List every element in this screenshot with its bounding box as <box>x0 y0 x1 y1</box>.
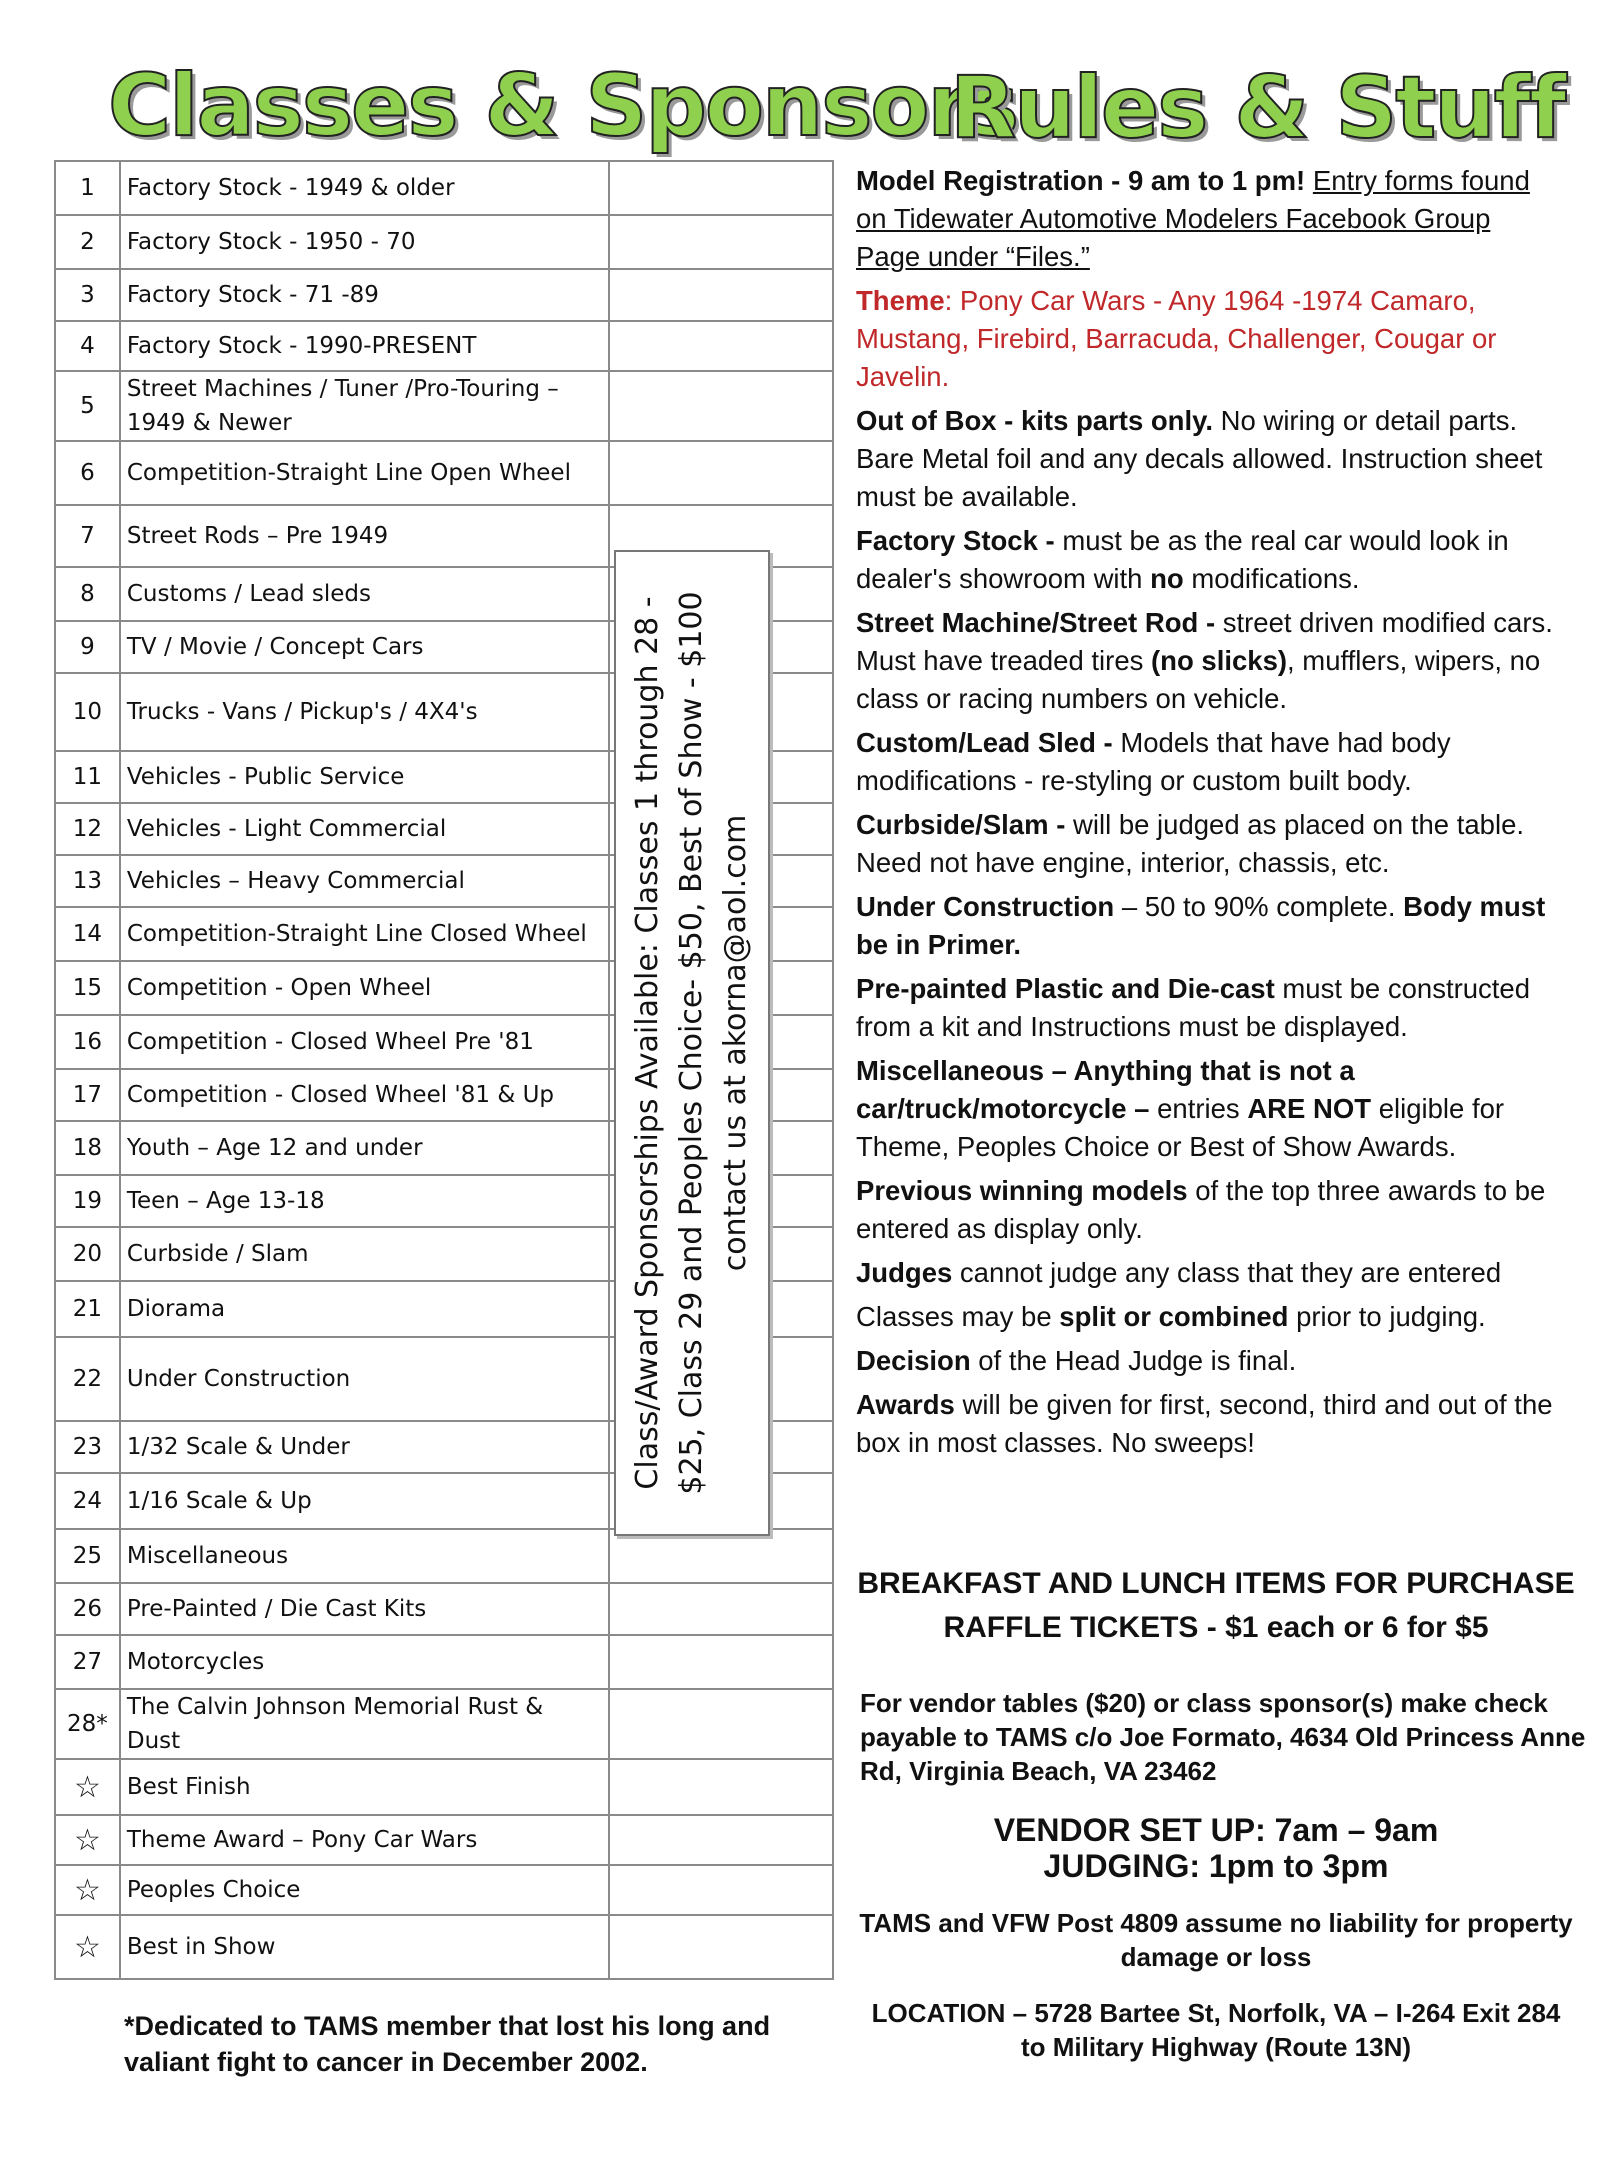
sponsor-cell <box>609 269 833 321</box>
class-row <box>55 321 833 371</box>
rule-emphasis: (no slicks) <box>1151 645 1288 676</box>
class-name: 1/16 Scale & Up <box>120 1473 609 1529</box>
rule-item <box>856 1386 1556 1462</box>
class-row <box>55 1915 833 1979</box>
sponsor-cell <box>609 1815 833 1865</box>
rule-item <box>856 888 1556 964</box>
class-name: Competition - Open Wheel <box>120 961 609 1015</box>
rule-emphasis: ARE NOT <box>1247 1093 1372 1124</box>
rule-item <box>856 1052 1556 1166</box>
rule-item <box>856 1298 1556 1336</box>
rule-text-cont: prior to judging. <box>1288 1301 1486 1332</box>
class-name: Under Construction <box>120 1337 609 1421</box>
class-row <box>55 215 833 269</box>
rule-text: will be given for first, second, third and out of the box in most classes. No sweeps! <box>856 1389 1553 1458</box>
rules-stuff-title: Rules & Stuff <box>950 58 1565 158</box>
class-name: Motorcycles <box>120 1635 609 1689</box>
class-name: Factory Stock - 71 -89 <box>120 269 609 321</box>
liability-notice: TAMS and VFW Post 4809 assume no liability for property damage or loss <box>859 1908 1573 1972</box>
class-row <box>55 161 833 215</box>
class-name: Street Machines / Tuner /Pro-Touring – 1949 & Newer <box>120 371 609 441</box>
class-number: 13 <box>55 855 120 907</box>
class-number: 15 <box>55 961 120 1015</box>
rule-item <box>856 970 1556 1046</box>
class-name: Factory Stock - 1949 & older <box>120 161 609 215</box>
rule-heading: Street Machine/Street Rod - <box>856 607 1216 638</box>
rule-heading: Miscellaneous – Anything that is not a car/truck/motorcycle – <box>856 1055 1355 1124</box>
sponsor-cell <box>609 371 833 441</box>
class-number: 24 <box>55 1473 120 1529</box>
sponsor-cell <box>609 1529 833 1583</box>
rule-text: Classes may be <box>856 1301 1060 1332</box>
class-number: 27 <box>55 1635 120 1689</box>
rule-text: – 50 to 90% complete. <box>1121 891 1404 922</box>
class-name: Vehicles – Heavy Commercial <box>120 855 609 907</box>
food-line: BREAKFAST AND LUNCH ITEMS FOR PURCHASE <box>857 1567 1575 1600</box>
rule-text: of the Head Judge is final. <box>978 1345 1297 1376</box>
class-name: TV / Movie / Concept Cars <box>120 621 609 673</box>
class-row <box>55 1635 833 1689</box>
sponsor-cell <box>609 1689 833 1759</box>
rule-text: must be constructed from a kit and Instructions must be displayed. <box>856 973 1531 1042</box>
class-name: Vehicles - Light Commercial <box>120 803 609 855</box>
star-icon: ☆ <box>55 1865 120 1915</box>
rule-item <box>856 1172 1556 1248</box>
sponsorship-line-1: Class/Award Sponsorships Available: Classes 1 through 28 - <box>630 596 665 1490</box>
rule-text: entries <box>1157 1093 1248 1124</box>
class-number: 3 <box>55 269 120 321</box>
rule-heading: Curbside/Slam - <box>856 809 1066 840</box>
class-name: Street Rods – Pre 1949 <box>120 505 609 567</box>
rule-item <box>856 724 1556 800</box>
class-number: 9 <box>55 621 120 673</box>
class-number: 10 <box>55 673 120 751</box>
rule-item <box>856 402 1556 516</box>
rule-heading: Under Construction <box>856 891 1115 922</box>
rule-item <box>856 282 1556 396</box>
rule-heading: Out of Box - kits parts only. <box>856 405 1214 436</box>
entry-forms-link: Entry forms found on Tidewater Automotive Modelers Facebook Group Page under “Files.” <box>856 165 1530 272</box>
sponsorship-box <box>614 550 770 1536</box>
class-number: 23 <box>55 1421 120 1473</box>
class-row <box>55 1689 833 1759</box>
class-name: Diorama <box>120 1281 609 1337</box>
class-name: 1/32 Scale & Under <box>120 1421 609 1473</box>
class-name: Customs / Lead sleds <box>120 567 609 621</box>
judging-time: JUDGING: 1pm to 3pm <box>1043 1848 1389 1884</box>
class-name: Trucks - Vans / Pickup's / 4X4's <box>120 673 609 751</box>
class-row <box>55 1529 833 1583</box>
dedication-footnote: *Dedicated to TAMS member that lost his long and valiant fight to cancer in December 2002. <box>124 2011 771 2077</box>
rule-heading: Pre-painted Plastic and Die-cast <box>856 973 1275 1004</box>
rule-text: must be as the real car would look in dealer's showroom with <box>856 525 1509 594</box>
class-number: 11 <box>55 751 120 803</box>
rule-emphasis: Body must be in Primer. <box>856 891 1546 960</box>
class-number: 18 <box>55 1121 120 1175</box>
rule-emphasis: no <box>1150 563 1184 594</box>
class-row <box>55 371 833 441</box>
rule-text: Models that have had body modifications - re-styling or custom built body. <box>856 727 1451 796</box>
rule-item <box>856 806 1556 882</box>
class-name: Peoples Choice <box>120 1865 609 1915</box>
sponsor-cell <box>609 1583 833 1635</box>
rule-text-cont: , mufflers, wipers, no class or racing numbers on vehicle. <box>856 645 1541 714</box>
star-icon: ☆ <box>55 1915 120 1979</box>
class-number: 1 <box>55 161 120 215</box>
class-name: Factory Stock - 1950 - 70 <box>120 215 609 269</box>
rule-heading: Awards <box>856 1389 955 1420</box>
rule-text: street driven modified cars. Must have treaded tires <box>856 607 1553 676</box>
rule-text-cont: eligible for Theme, Peoples Choice or Best of Show Awards. <box>856 1093 1505 1162</box>
rule-text-cont: modifications. <box>1183 563 1360 594</box>
theme-text: : Pony Car Wars - Any 1964 -1974 Camaro, Mustang, Firebird, Barracuda, Challenger, Cougar or Javelin. <box>856 285 1497 392</box>
class-name: Miscellaneous <box>120 1529 609 1583</box>
class-number: 12 <box>55 803 120 855</box>
class-number: 14 <box>55 907 120 961</box>
schedule <box>856 1812 1576 1884</box>
rule-item <box>856 604 1556 718</box>
class-number: 17 <box>55 1069 120 1121</box>
class-name: Competition-Straight Line Open Wheel <box>120 441 609 505</box>
class-number: 16 <box>55 1015 120 1069</box>
class-number: 5 <box>55 371 120 441</box>
class-number: 19 <box>55 1175 120 1227</box>
class-name: Competition - Closed Wheel Pre '81 <box>120 1015 609 1069</box>
class-number: 2 <box>55 215 120 269</box>
rule-text: No wiring or detail parts. Bare Metal foil and any decals allowed. Instruction sheet must be available. <box>856 405 1543 512</box>
rule-item <box>856 162 1556 276</box>
class-row <box>55 441 833 505</box>
class-row <box>55 1815 833 1865</box>
raffle-line: RAFFLE TICKETS - $1 each or 6 for $5 <box>943 1611 1489 1644</box>
rule-heading: Model Registration - 9 am to 1 pm! <box>856 165 1306 196</box>
class-name: Best Finish <box>120 1759 609 1815</box>
class-name: Competition-Straight Line Closed Wheel <box>120 907 609 961</box>
class-number: 7 <box>55 505 120 567</box>
vendor-check-info: For vendor tables ($20) or class sponsor(s) make check payable to TAMS c/o Joe Formato, 4634 Old Princess Anne Rd, Virginia Beach, VA 23462 <box>860 1688 1586 1786</box>
sponsorship-text <box>626 568 758 1518</box>
class-row <box>55 269 833 321</box>
rule-emphasis: split or combined <box>1059 1301 1289 1332</box>
class-number: 6 <box>55 441 120 505</box>
class-number: 20 <box>55 1227 120 1281</box>
sponsor-cell <box>609 1865 833 1915</box>
rule-heading: Custom/Lead Sled - <box>856 727 1113 758</box>
class-name: Curbside / Slam <box>120 1227 609 1281</box>
class-row <box>55 1583 833 1635</box>
class-name: Best in Show <box>120 1915 609 1979</box>
sponsor-cell <box>609 1635 833 1689</box>
rule-text: cannot judge any class that they are entered <box>959 1257 1502 1288</box>
classes-sponsors-title: Classes & Sponsors <box>108 56 1018 156</box>
food-raffle-notice <box>856 1562 1576 1650</box>
vendor-setup-time: VENDOR SET UP: 7am – 9am <box>993 1812 1439 1848</box>
star-icon: ☆ <box>55 1759 120 1815</box>
sponsorship-contact: contact us at akorna@aol.com <box>718 814 753 1272</box>
sponsor-cell <box>609 1915 833 1979</box>
rule-item <box>856 1254 1556 1292</box>
sponsorship-line-2: $25, Class 29 and Peoples Choice- $50, Best of Show - $100 <box>674 591 709 1495</box>
class-number: 8 <box>55 567 120 621</box>
sponsor-cell <box>609 215 833 269</box>
theme-label: Theme <box>856 285 945 316</box>
rule-item <box>856 1342 1556 1380</box>
rule-heading: Judges <box>856 1257 953 1288</box>
sponsor-cell <box>609 161 833 215</box>
class-name: Pre-Painted / Die Cast Kits <box>120 1583 609 1635</box>
rule-heading: Factory Stock - <box>856 525 1055 556</box>
class-name: Vehicles - Public Service <box>120 751 609 803</box>
location-info: LOCATION – 5728 Bartee St, Norfolk, VA – I-264 Exit 284 to Military Highway (Route 13N) <box>871 1998 1561 2062</box>
sponsor-cell <box>609 1759 833 1815</box>
star-icon: ☆ <box>55 1815 120 1865</box>
rule-heading: Decision <box>856 1345 971 1376</box>
class-name: Competition - Closed Wheel '81 & Up <box>120 1069 609 1121</box>
class-number: 25 <box>55 1529 120 1583</box>
sponsor-cell <box>609 441 833 505</box>
class-number: 26 <box>55 1583 120 1635</box>
rules-list <box>856 162 1556 1468</box>
rule-item <box>856 522 1556 598</box>
rule-text: will be judged as placed on the table. Need not have engine, interior, chassis, etc. <box>856 809 1525 878</box>
sponsor-cell <box>609 321 833 371</box>
class-name: Theme Award – Pony Car Wars <box>120 1815 609 1865</box>
class-number: 4 <box>55 321 120 371</box>
class-name: The Calvin Johnson Memorial Rust & Dust <box>120 1689 609 1759</box>
class-number: 21 <box>55 1281 120 1337</box>
class-number: 28* <box>55 1689 120 1759</box>
class-number: 22 <box>55 1337 120 1421</box>
class-row <box>55 1759 833 1815</box>
class-name: Youth – Age 12 and under <box>120 1121 609 1175</box>
class-name: Factory Stock - 1990-PRESENT <box>120 321 609 371</box>
rule-heading: Previous winning models <box>856 1175 1188 1206</box>
class-row <box>55 1865 833 1915</box>
class-name: Teen – Age 13-18 <box>120 1175 609 1227</box>
rule-text: of the top three awards to be entered as display only. <box>856 1175 1546 1244</box>
